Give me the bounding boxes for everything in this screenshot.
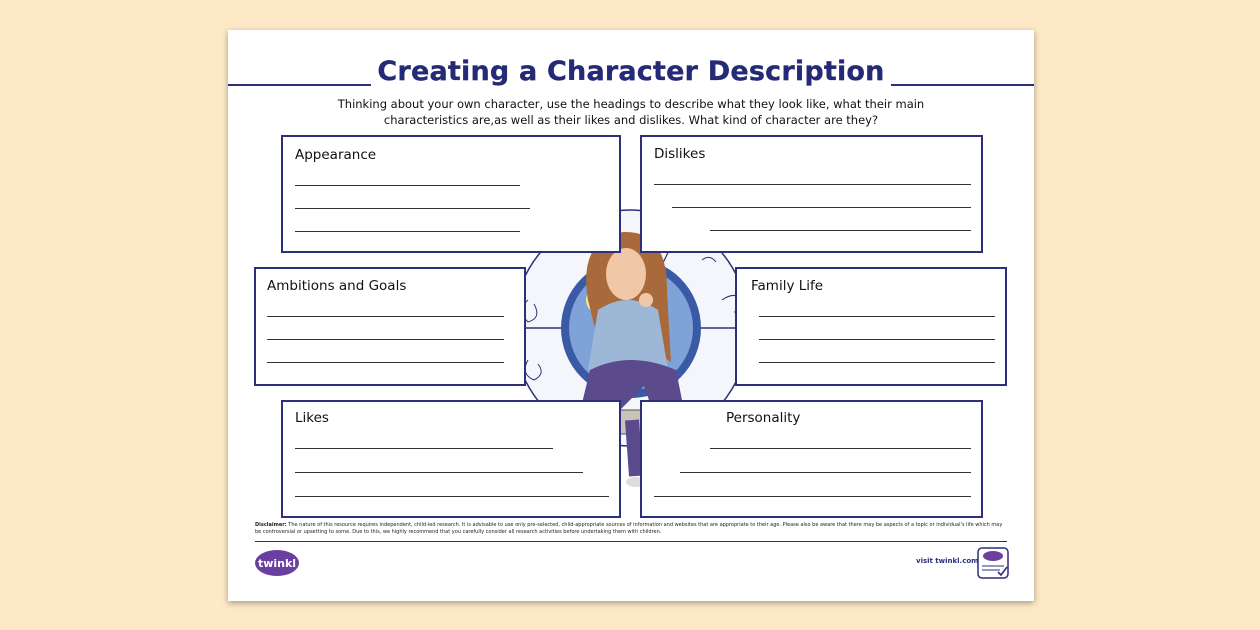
footer-divider bbox=[255, 541, 1007, 542]
writing-line[interactable] bbox=[295, 448, 553, 449]
writing-line[interactable] bbox=[759, 362, 995, 363]
writing-line[interactable] bbox=[295, 496, 609, 497]
writing-line[interactable] bbox=[710, 230, 971, 231]
writing-line[interactable] bbox=[267, 362, 504, 363]
writing-line[interactable] bbox=[267, 316, 504, 317]
family-life-heading: Family Life bbox=[751, 278, 824, 294]
quality-badge-icon bbox=[976, 546, 1010, 580]
family-life-box bbox=[735, 267, 1007, 386]
instructions-line-1: Thinking about your own character, use the headings to describe what they look like, what their main bbox=[337, 97, 925, 111]
disclaimer bbox=[255, 522, 1007, 536]
disclaimer-label: Disclaimer: bbox=[255, 522, 287, 528]
twinkl-logo[interactable] bbox=[254, 548, 300, 578]
ambitions-box bbox=[254, 267, 526, 386]
writing-line[interactable] bbox=[680, 472, 971, 473]
writing-line[interactable] bbox=[654, 184, 971, 185]
writing-line[interactable] bbox=[759, 316, 995, 317]
writing-line[interactable] bbox=[654, 496, 971, 497]
writing-line[interactable] bbox=[759, 339, 995, 340]
writing-line[interactable] bbox=[295, 208, 530, 209]
logo-text: twinkl bbox=[257, 557, 297, 570]
dislikes-heading: Dislikes bbox=[654, 146, 706, 162]
writing-line[interactable] bbox=[267, 339, 504, 340]
dislikes-box bbox=[640, 135, 983, 253]
writing-line[interactable] bbox=[295, 472, 583, 473]
instructions-line-2: characteristics are,as well as their likes and dislikes. What kind of character are they? bbox=[383, 113, 879, 127]
writing-line[interactable] bbox=[710, 448, 971, 449]
likes-heading: Likes bbox=[295, 410, 329, 426]
appearance-heading: Appearance bbox=[295, 147, 377, 163]
personality-heading: Personality bbox=[726, 410, 801, 426]
visit-link[interactable]: visit twinkl.com bbox=[916, 557, 979, 565]
ambitions-heading: Ambitions and Goals bbox=[267, 278, 407, 294]
writing-line[interactable] bbox=[672, 207, 971, 208]
worksheet-title: Creating a Character Description bbox=[228, 56, 1034, 87]
personality-box bbox=[640, 400, 983, 518]
worksheet-page bbox=[228, 30, 1034, 601]
writing-line[interactable] bbox=[295, 185, 520, 186]
writing-line[interactable] bbox=[295, 231, 520, 232]
likes-box bbox=[281, 400, 621, 518]
disclaimer-text: The nature of this resource requires independent, child-led research. It is advisable to use only pre-selected, child-appropriate sources of information and websites that are appropriate to their age. Please also be aware that there may be aspects of a topic or individual's life which may be controversial or upsetting to some. Due to this, we highly recommend that you carefully consider all research activities before undertaking them with children. bbox=[255, 522, 1003, 535]
appearance-box bbox=[281, 135, 621, 253]
